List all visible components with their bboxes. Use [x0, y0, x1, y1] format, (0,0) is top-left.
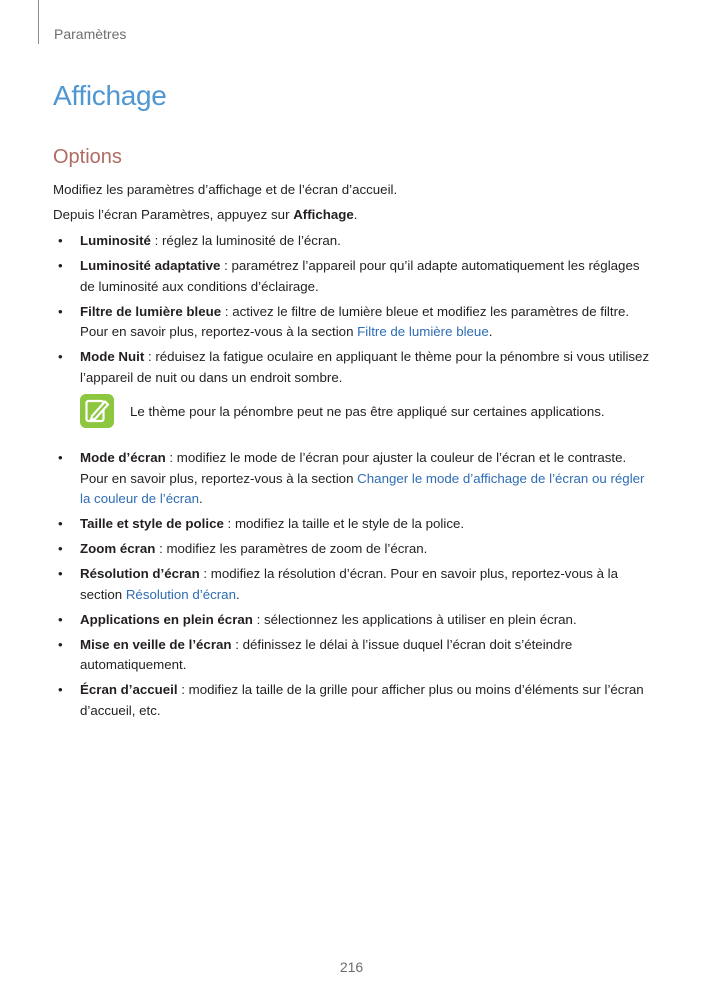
item-term: Mode Nuit — [80, 349, 145, 364]
intro-line-2 — [53, 205, 358, 225]
bullet: • — [58, 611, 63, 627]
item-text: : activez le filtre de lumière bleue et modifiez les paramètres de filtre. Pour en savoir plus, reportez-vous à la section — [80, 303, 630, 339]
item-after: . — [488, 324, 493, 339]
list-item — [53, 448, 653, 510]
list-item — [53, 539, 653, 560]
note-pencil-icon — [80, 394, 114, 428]
link-filtre-lumiere-bleue[interactable]: Filtre de lumière bleue — [357, 324, 489, 339]
link-resolution-ecran[interactable]: Résolution d’écran — [125, 586, 236, 602]
item-text: : modifiez la résolution d’écran. Pour en savoir plus, reportez-vous à la section — [80, 566, 619, 602]
bullet: • — [58, 566, 63, 581]
header-rule — [38, 0, 39, 44]
item-text: : réglez la luminosité de l’écran. — [150, 233, 341, 248]
item-text: : définissez le délai à l’issue duquel l’écran doit s’éteindre automatiquement. — [80, 636, 573, 672]
bullet: • — [58, 450, 63, 465]
intro-line-2-bold: Affichage — [293, 207, 354, 222]
item-term: Écran d’accueil — [80, 682, 178, 697]
note-text: Le thème pour la pénombre peut ne pas être appliqué sur certaines applications. — [130, 404, 605, 419]
list-item — [53, 347, 653, 388]
item-after: . — [199, 491, 203, 506]
item-text: : réduisez la fatigue oculaire en appliquant le thème pour la pénombre si vous utilisez l’appareil de nuit ou dans un endroit sombre. — [80, 349, 650, 385]
bullet: • — [58, 636, 63, 652]
page-title: Affichage — [53, 80, 167, 111]
bullet: • — [58, 541, 63, 556]
bullet: • — [58, 258, 63, 273]
running-header: Paramètres — [54, 26, 127, 42]
intro-line-2-prefix: Depuis l’écran Paramètres, appuyez sur — [53, 207, 294, 222]
item-text: : modifiez la taille et le style de la police. — [223, 516, 465, 531]
list-item — [53, 564, 653, 605]
link-mode-affichage[interactable]: Changer le mode d’affichage de l’écran ou régler la couleur de l’écran — [80, 470, 645, 506]
item-term: Zoom écran — [80, 541, 156, 556]
bullet: • — [58, 233, 63, 248]
page-number: 216 — [339, 959, 364, 975]
item-term: Applications en plein écran — [80, 611, 253, 627]
item-term: Mise en veille de l’écran — [80, 636, 232, 652]
item-term: Taille et style de police — [80, 516, 224, 531]
item-text: : sélectionnez les applications à utiliser en plein écran. — [252, 611, 577, 627]
section-title: Options — [53, 146, 122, 168]
item-after: . — [235, 586, 240, 602]
item-text: : modifiez la taille de la grille pour afficher plus ou moins d’éléments sur l’écran d’accueil, etc. — [80, 682, 644, 718]
bullet: • — [58, 682, 63, 697]
list-item — [53, 256, 653, 297]
bullet: • — [58, 516, 63, 531]
bullet: • — [58, 349, 63, 364]
item-term: Résolution d’écran — [80, 566, 200, 581]
list-item — [53, 302, 653, 343]
item-term: Filtre de lumière bleue — [80, 303, 222, 319]
options-list-1 — [53, 231, 653, 393]
list-item — [53, 610, 653, 631]
note-box — [80, 394, 640, 432]
list-item — [53, 231, 653, 252]
list-item — [53, 514, 653, 535]
item-text: : modifiez les paramètres de zoom de l’écran. — [155, 541, 428, 556]
item-text: : modifiez le mode de l’écran pour ajuster la couleur de l’écran et le contraste. Pour en savoir plus, reportez-vous à la section — [80, 450, 627, 486]
options-list-2 — [53, 448, 653, 726]
intro-line-1: Modifiez les paramètres d’affichage et de l’écran d’accueil. — [53, 182, 398, 197]
item-term: Mode d’écran — [80, 450, 166, 465]
item-term: Luminosité — [80, 233, 151, 248]
intro-line-2-suffix: . — [353, 207, 358, 222]
item-term: Luminosité adaptative — [80, 258, 221, 273]
bullet: • — [58, 303, 63, 319]
list-item — [53, 635, 653, 676]
list-item — [53, 680, 653, 721]
item-text: : paramétrez l’appareil pour qu’il adapte automatiquement les réglages de luminosité aux conditions d’éclairage. — [80, 258, 640, 294]
